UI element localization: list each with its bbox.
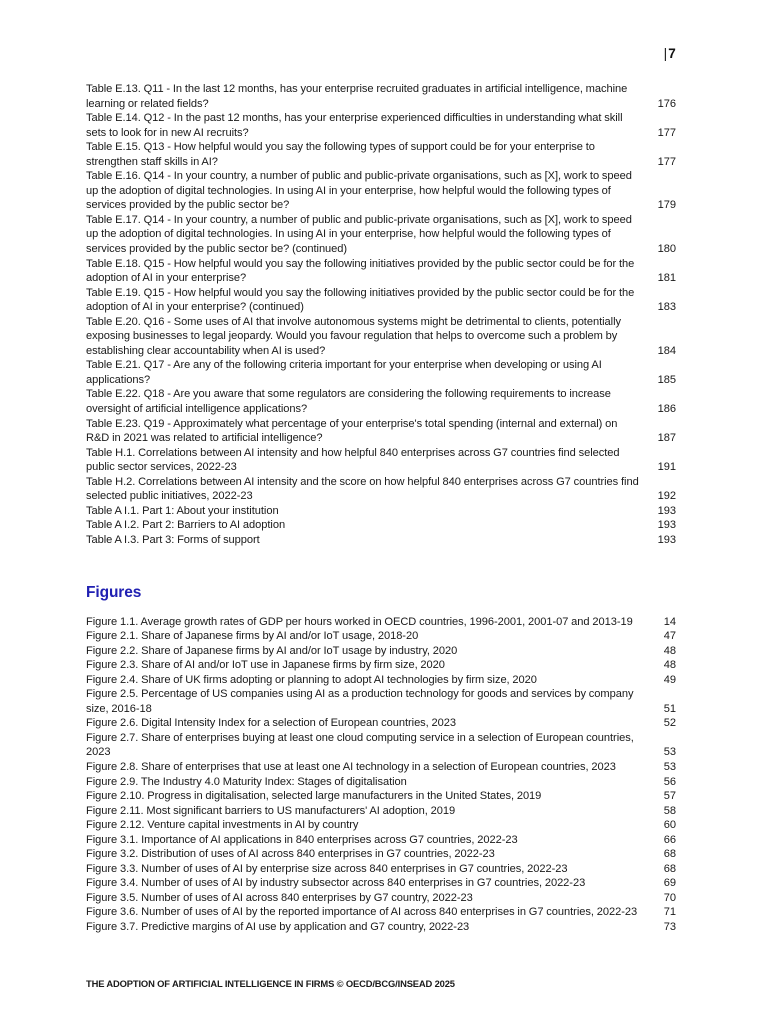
page-number: 7 xyxy=(668,46,676,61)
toc-figure-entry-label: Figure 3.3. Number of uses of AI by enterprise size across 840 enterprises in G7 countries, 2022-23 xyxy=(86,862,568,875)
toc-table-entry-label: Table E.22. Q18 - Are you aware that some regulators are considering the following requirements to increase oversight of artificial intelligence applications? xyxy=(86,388,611,416)
toc-table-entry-page-number: 186 xyxy=(657,403,676,416)
toc-figure-entry[interactable] xyxy=(86,804,676,819)
toc-figure-entry-label: Figure 3.6. Number of uses of AI by the reported importance of AI across 840 enterprises in G7 countries, 2022-23 xyxy=(86,906,638,919)
toc-table-entry[interactable] xyxy=(86,257,676,286)
toc-figure-entry-page-number: 68 xyxy=(663,848,676,861)
toc-table-entry-label: Table E.15. Q13 - How helpful would you say the following types of support could be for your enterprise to strengthen staff skills in AI? xyxy=(86,141,595,168)
toc-table-entry-page-number: 177 xyxy=(657,155,676,168)
toc-table-entry[interactable] xyxy=(86,213,676,257)
toc-figure-entry-page-number: 48 xyxy=(663,659,676,672)
toc-table-entry-page-number: 185 xyxy=(657,373,676,386)
toc-table-entry-page-number: 193 xyxy=(657,519,676,532)
toc-figures-list xyxy=(86,615,676,935)
page-footer: THE ADOPTION OF ARTIFICIAL INTELLIGENCE IN FIRMS © OECD/BCG/INSEAD 2025 xyxy=(86,978,455,989)
toc-table-entry[interactable] xyxy=(86,315,676,359)
toc-figure-entry-label: Figure 3.1. Importance of AI applications in 840 enterprises across G7 countries, 2022-23 xyxy=(86,833,518,846)
toc-figure-entry-label: Figure 2.8. Share of enterprises that use at least one AI technology in a selection of European countries, 2023 xyxy=(86,760,616,773)
toc-figure-entry[interactable] xyxy=(86,687,676,716)
figures-section-heading: Figures xyxy=(86,583,142,601)
toc-figure-entry[interactable] xyxy=(86,833,676,848)
toc-table-entry-label: Table E.23. Q19 - Approximately what percentage of your enterprise's total spending (internal and external) on R&D in 2021 was related to artificial intelligence? xyxy=(86,417,618,445)
page-header xyxy=(0,46,676,61)
toc-table-entry-label: Table A I.3. Part 3: Forms of support xyxy=(86,533,260,546)
toc-figure-entry-label: Figure 3.2. Distribution of uses of AI across 840 enterprises in G7 countries, 2022-23 xyxy=(86,848,495,861)
toc-table-entry[interactable] xyxy=(86,111,676,140)
toc-figure-entry[interactable] xyxy=(86,644,676,659)
toc-figure-entry-page-number: 70 xyxy=(663,891,676,904)
toc-table-entry-label: Table A I.2. Part 2: Barriers to AI adoption xyxy=(86,519,286,532)
toc-table-entry[interactable] xyxy=(86,446,676,475)
toc-table-entry[interactable] xyxy=(86,286,676,315)
toc-figure-entry[interactable] xyxy=(86,818,676,833)
spacer-after-figures-heading xyxy=(86,602,676,615)
toc-figure-entry[interactable] xyxy=(86,905,676,920)
toc-table-entry[interactable] xyxy=(86,475,676,504)
toc-figure-entry-label: Figure 1.1. Average growth rates of GDP per hours worked in OECD countries, 1996-2001, 2001-07 and 2013-19 xyxy=(86,615,633,628)
toc-figure-entry[interactable] xyxy=(86,775,676,790)
toc-figure-entry-label: Figure 2.4. Share of UK firms adopting or planning to adopt AI technologies by firm size, 2020 xyxy=(86,673,537,686)
toc-table-entry-label: Table H.2. Correlations between AI intensity and the score on how helpful 840 enterprises across G7 countries find selected public initiatives, 2022-23 xyxy=(86,475,639,503)
toc-table-entry[interactable] xyxy=(86,82,676,111)
toc-figure-entry-label: Figure 2.9. The Industry 4.0 Maturity Index: Stages of digitalisation xyxy=(86,775,407,788)
toc-figure-entry-page-number: 60 xyxy=(663,819,676,832)
toc-table-entry-label: Table E.14. Q12 - In the past 12 months, has your enterprise experienced difficulties in understanding what skill sets to look for in new AI recruits? xyxy=(86,112,623,139)
toc-figure-entry-label: Figure 2.12. Venture capital investments in AI by country xyxy=(86,819,359,832)
toc-figure-entry-label: Figure 2.6. Digital Intensity Index for a selection of European countries, 2023 xyxy=(86,717,457,730)
toc-figure-entry[interactable] xyxy=(86,658,676,673)
toc-table-entry-label: Table H.1. Correlations between AI intensity and how helpful 840 enterprises across G7 countries find selected public sector services, 2022-23 xyxy=(86,446,620,474)
toc-table-entry-label: Table E.20. Q16 - Some uses of AI that involve autonomous systems might be detrimental to clients, potentially exposing businesses to legal jeopardy. Would you favour regulation that helps to overcome such a problem by establishing clear accountability when AI is used? xyxy=(86,315,621,357)
toc-table-entry[interactable] xyxy=(86,140,676,169)
toc-figure-entry-page-number: 51 xyxy=(663,702,676,715)
toc-table-entry-label: Table E.19. Q15 - How helpful would you say the following initiatives provided by the public sector could be for the adoption of AI in your enterprise? (continued) xyxy=(86,286,635,314)
toc-figure-entry[interactable] xyxy=(86,629,676,644)
toc-figure-entry-label: Figure 3.4. Number of uses of AI by industry subsector across 840 enterprises in G7 countries, 2022-23 xyxy=(86,877,586,890)
toc-table-entry-label: Table E.21. Q17 - Are any of the following criteria important for your enterprise when developing or using AI applications? xyxy=(86,359,602,386)
spacer-before-figures-heading xyxy=(86,548,676,584)
toc-figure-entry[interactable] xyxy=(86,716,676,731)
toc-figure-entry-page-number: 53 xyxy=(663,760,676,773)
toc-figure-entry[interactable] xyxy=(86,862,676,877)
toc-figure-entry[interactable] xyxy=(86,920,676,935)
toc-figure-entry-label: Figure 3.5. Number of uses of AI across 840 enterprises by G7 country, 2022-23 xyxy=(86,891,473,904)
toc-table-entry-label: Table E.16. Q14 - In your country, a number of public and public-private organisations, such as [X], work to speed up the adoption of digital technologies. In using AI in your enterprise, how helpful would the following types of services provided by the public sector be? xyxy=(86,170,632,212)
toc-figure-entry-page-number: 69 xyxy=(663,877,676,890)
toc-table-entry-label: Table A I.1. Part 1: About your institution xyxy=(86,504,279,517)
toc-table-entry-page-number: 179 xyxy=(657,199,676,212)
toc-table-entry-page-number: 191 xyxy=(657,461,676,474)
toc-table-entry[interactable] xyxy=(86,169,676,213)
toc-table-entry[interactable] xyxy=(86,533,676,548)
toc-table-entry[interactable] xyxy=(86,387,676,416)
toc-figure-entry-label: Figure 2.11. Most significant barriers to US manufacturers' AI adoption, 2019 xyxy=(86,804,456,817)
toc-figure-entry-page-number: 49 xyxy=(663,673,676,686)
toc-figure-entry[interactable] xyxy=(86,673,676,688)
toc-figure-entry[interactable] xyxy=(86,876,676,891)
toc-table-entry-page-number: 183 xyxy=(657,301,676,314)
toc-figure-entry-label: Figure 2.3. Share of AI and/or IoT use in Japanese firms by firm size, 2020 xyxy=(86,659,445,672)
toc-table-entry-page-number: 177 xyxy=(657,126,676,139)
toc-figure-entry-page-number: 71 xyxy=(663,906,676,919)
toc-figure-entry[interactable] xyxy=(86,731,676,760)
toc-figure-entry[interactable] xyxy=(86,847,676,862)
toc-figure-entry[interactable] xyxy=(86,760,676,775)
toc-figure-entry-page-number: 68 xyxy=(663,862,676,875)
toc-figure-entry[interactable] xyxy=(86,789,676,804)
toc-table-entry-page-number: 176 xyxy=(657,97,676,110)
toc-table-entry[interactable] xyxy=(86,358,676,387)
toc-figure-entry-page-number: 14 xyxy=(663,615,676,628)
toc-content xyxy=(86,82,676,935)
toc-figure-entry-label: Figure 2.5. Percentage of US companies using AI as a production technology for goods and services by company size, 2016-18 xyxy=(86,688,634,715)
toc-figure-entry-label: Figure 2.2. Share of Japanese firms by AI and/or IoT usage by industry, 2020 xyxy=(86,644,458,657)
toc-table-entry[interactable] xyxy=(86,518,676,533)
toc-figure-entry-page-number: 73 xyxy=(663,920,676,933)
toc-table-entry-page-number: 180 xyxy=(657,243,676,256)
toc-figure-entry-page-number: 66 xyxy=(663,833,676,846)
toc-figure-entry[interactable] xyxy=(86,891,676,906)
toc-figure-entry-label: Figure 2.7. Share of enterprises buying at least one cloud computing service in a selection of European countries, 2023 xyxy=(86,731,634,759)
toc-figure-entry-label: Figure 2.1. Share of Japanese firms by AI and/or IoT usage, 2018-20 xyxy=(86,630,419,643)
toc-figure-entry-page-number: 53 xyxy=(663,746,676,759)
toc-table-entry-page-number: 193 xyxy=(657,504,676,517)
toc-figure-entry-label: Figure 3.7. Predictive margins of AI use by application and G7 country, 2022-23 xyxy=(86,920,470,933)
toc-figure-entry-page-number: 47 xyxy=(663,630,676,643)
toc-table-entry-page-number: 192 xyxy=(657,490,676,503)
toc-table-entry-page-number: 193 xyxy=(657,533,676,546)
toc-table-entry-label: Table E.18. Q15 - How helpful would you say the following initiatives provided by the public sector could be for the adoption of AI in your enterprise? xyxy=(86,257,635,285)
toc-table-entry-page-number: 181 xyxy=(657,272,676,285)
page-header-separator: | xyxy=(663,46,668,61)
toc-figure-entry-page-number: 56 xyxy=(663,775,676,788)
toc-figure-entry-page-number: 48 xyxy=(663,644,676,657)
toc-table-entry[interactable] xyxy=(86,504,676,519)
toc-table-entry[interactable] xyxy=(86,417,676,446)
toc-table-entry-label: Table E.13. Q11 - In the last 12 months, has your enterprise recruited graduates in artificial intelligence, machine learning or related fields? xyxy=(86,83,628,110)
toc-figure-entry[interactable] xyxy=(86,615,676,630)
toc-figure-entry-page-number: 58 xyxy=(663,804,676,817)
toc-table-entry-label: Table E.17. Q14 - In your country, a number of public and public-private organisations, such as [X], work to speed up the adoption of digital technologies. In using AI in your enterprise, how helpful would the following types of services provided by the public sector be? (continued) xyxy=(86,213,632,256)
toc-table-entry-page-number: 187 xyxy=(657,432,676,445)
toc-tables-list xyxy=(86,82,676,548)
toc-table-entry-page-number: 184 xyxy=(657,344,676,357)
toc-figure-entry-page-number: 57 xyxy=(663,790,676,803)
toc-figure-entry-page-number: 52 xyxy=(663,717,676,730)
toc-figure-entry-label: Figure 2.10. Progress in digitalisation, selected large manufacturers in the United States, 2019 xyxy=(86,790,542,803)
